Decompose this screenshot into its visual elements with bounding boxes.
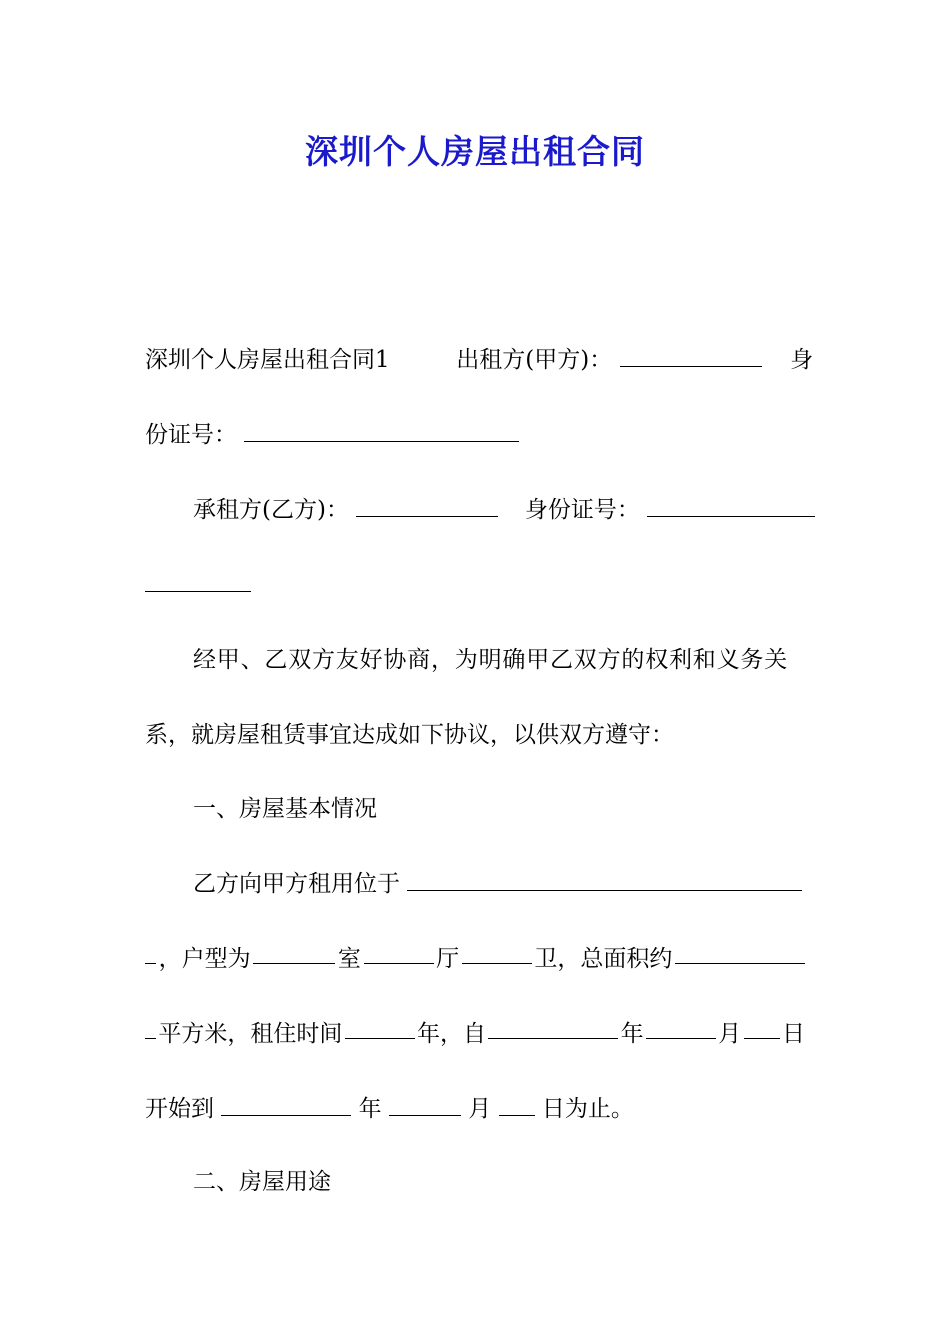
lessor-label: 出租方(甲方)： xyxy=(456,347,613,373)
location-blank-end[interactable] xyxy=(145,943,156,964)
location-label: 乙方向甲方租用位于 xyxy=(193,871,400,897)
id-label-part1: 身 xyxy=(790,347,814,373)
start-month-blank[interactable] xyxy=(646,1018,716,1039)
start-day-unit: 日 xyxy=(781,1021,805,1047)
lessor-line xyxy=(145,344,814,376)
room-unit: 室 xyxy=(337,946,361,972)
lessee-id-continued-line xyxy=(145,569,805,601)
id-label-part2: 份证号： xyxy=(145,422,237,448)
duration-years-blank[interactable] xyxy=(345,1018,415,1039)
start-month-unit: 月 xyxy=(718,1021,742,1047)
end-year-blank[interactable] xyxy=(221,1095,351,1116)
duration-label: 平方米，租住时间 xyxy=(158,1021,343,1047)
layout-line xyxy=(145,943,805,975)
lessor-id-blank[interactable] xyxy=(244,421,519,442)
location-blank[interactable] xyxy=(407,870,802,891)
section-heading-1: 一、房屋基本情况 xyxy=(193,796,377,822)
period-line xyxy=(145,1018,805,1050)
hall-unit: 厅 xyxy=(436,946,460,972)
halls-blank[interactable] xyxy=(364,943,434,964)
contract-heading-text: 深圳个人房屋出租合同1 xyxy=(145,347,390,373)
start-day-blank[interactable] xyxy=(744,1018,780,1039)
end-day-unit: 日为止。 xyxy=(541,1096,634,1122)
start-year-unit: 年 xyxy=(620,1021,644,1047)
baths-blank[interactable] xyxy=(462,943,532,964)
lessor-id-line xyxy=(145,419,805,451)
document-title: 深圳个人房屋出租合同 xyxy=(305,132,645,171)
end-year-unit: 年 xyxy=(358,1096,382,1122)
end-month-unit: 月 xyxy=(468,1096,492,1122)
lessee-label: 承租方(乙方)： xyxy=(193,497,349,523)
section-heading-2: 二、房屋用途 xyxy=(193,1169,331,1195)
lessee-id-blank-2[interactable] xyxy=(145,571,251,592)
paragraph-intro-line-2: 系，就房屋租赁事宜达成如下协议，以供双方遵守： xyxy=(145,722,674,748)
location-line xyxy=(193,868,805,900)
rooms-blank[interactable] xyxy=(253,943,335,964)
lessee-id-label: 身份证号： xyxy=(524,497,640,523)
end-date-line xyxy=(145,1093,805,1125)
area-blank[interactable] xyxy=(675,943,805,964)
end-month-blank[interactable] xyxy=(389,1095,461,1116)
end-day-blank[interactable] xyxy=(499,1095,535,1116)
lessor-name-blank[interactable] xyxy=(620,346,762,367)
end-label: 开始到 xyxy=(145,1096,214,1122)
lessee-name-blank[interactable] xyxy=(356,496,498,517)
lessee-id-blank-1[interactable] xyxy=(647,496,815,517)
area-label: 卫，总面积约 xyxy=(534,946,673,972)
layout-label: ，户型为 xyxy=(158,946,251,972)
start-year-blank[interactable] xyxy=(488,1018,618,1039)
lessee-line xyxy=(193,494,805,526)
paragraph-intro-line-1: 经甲、乙双方友好协商，为明确甲乙双方的权利和义务关 xyxy=(193,647,788,673)
start-label: 年，自 xyxy=(416,1021,486,1047)
area-blank-end[interactable] xyxy=(145,1018,156,1039)
